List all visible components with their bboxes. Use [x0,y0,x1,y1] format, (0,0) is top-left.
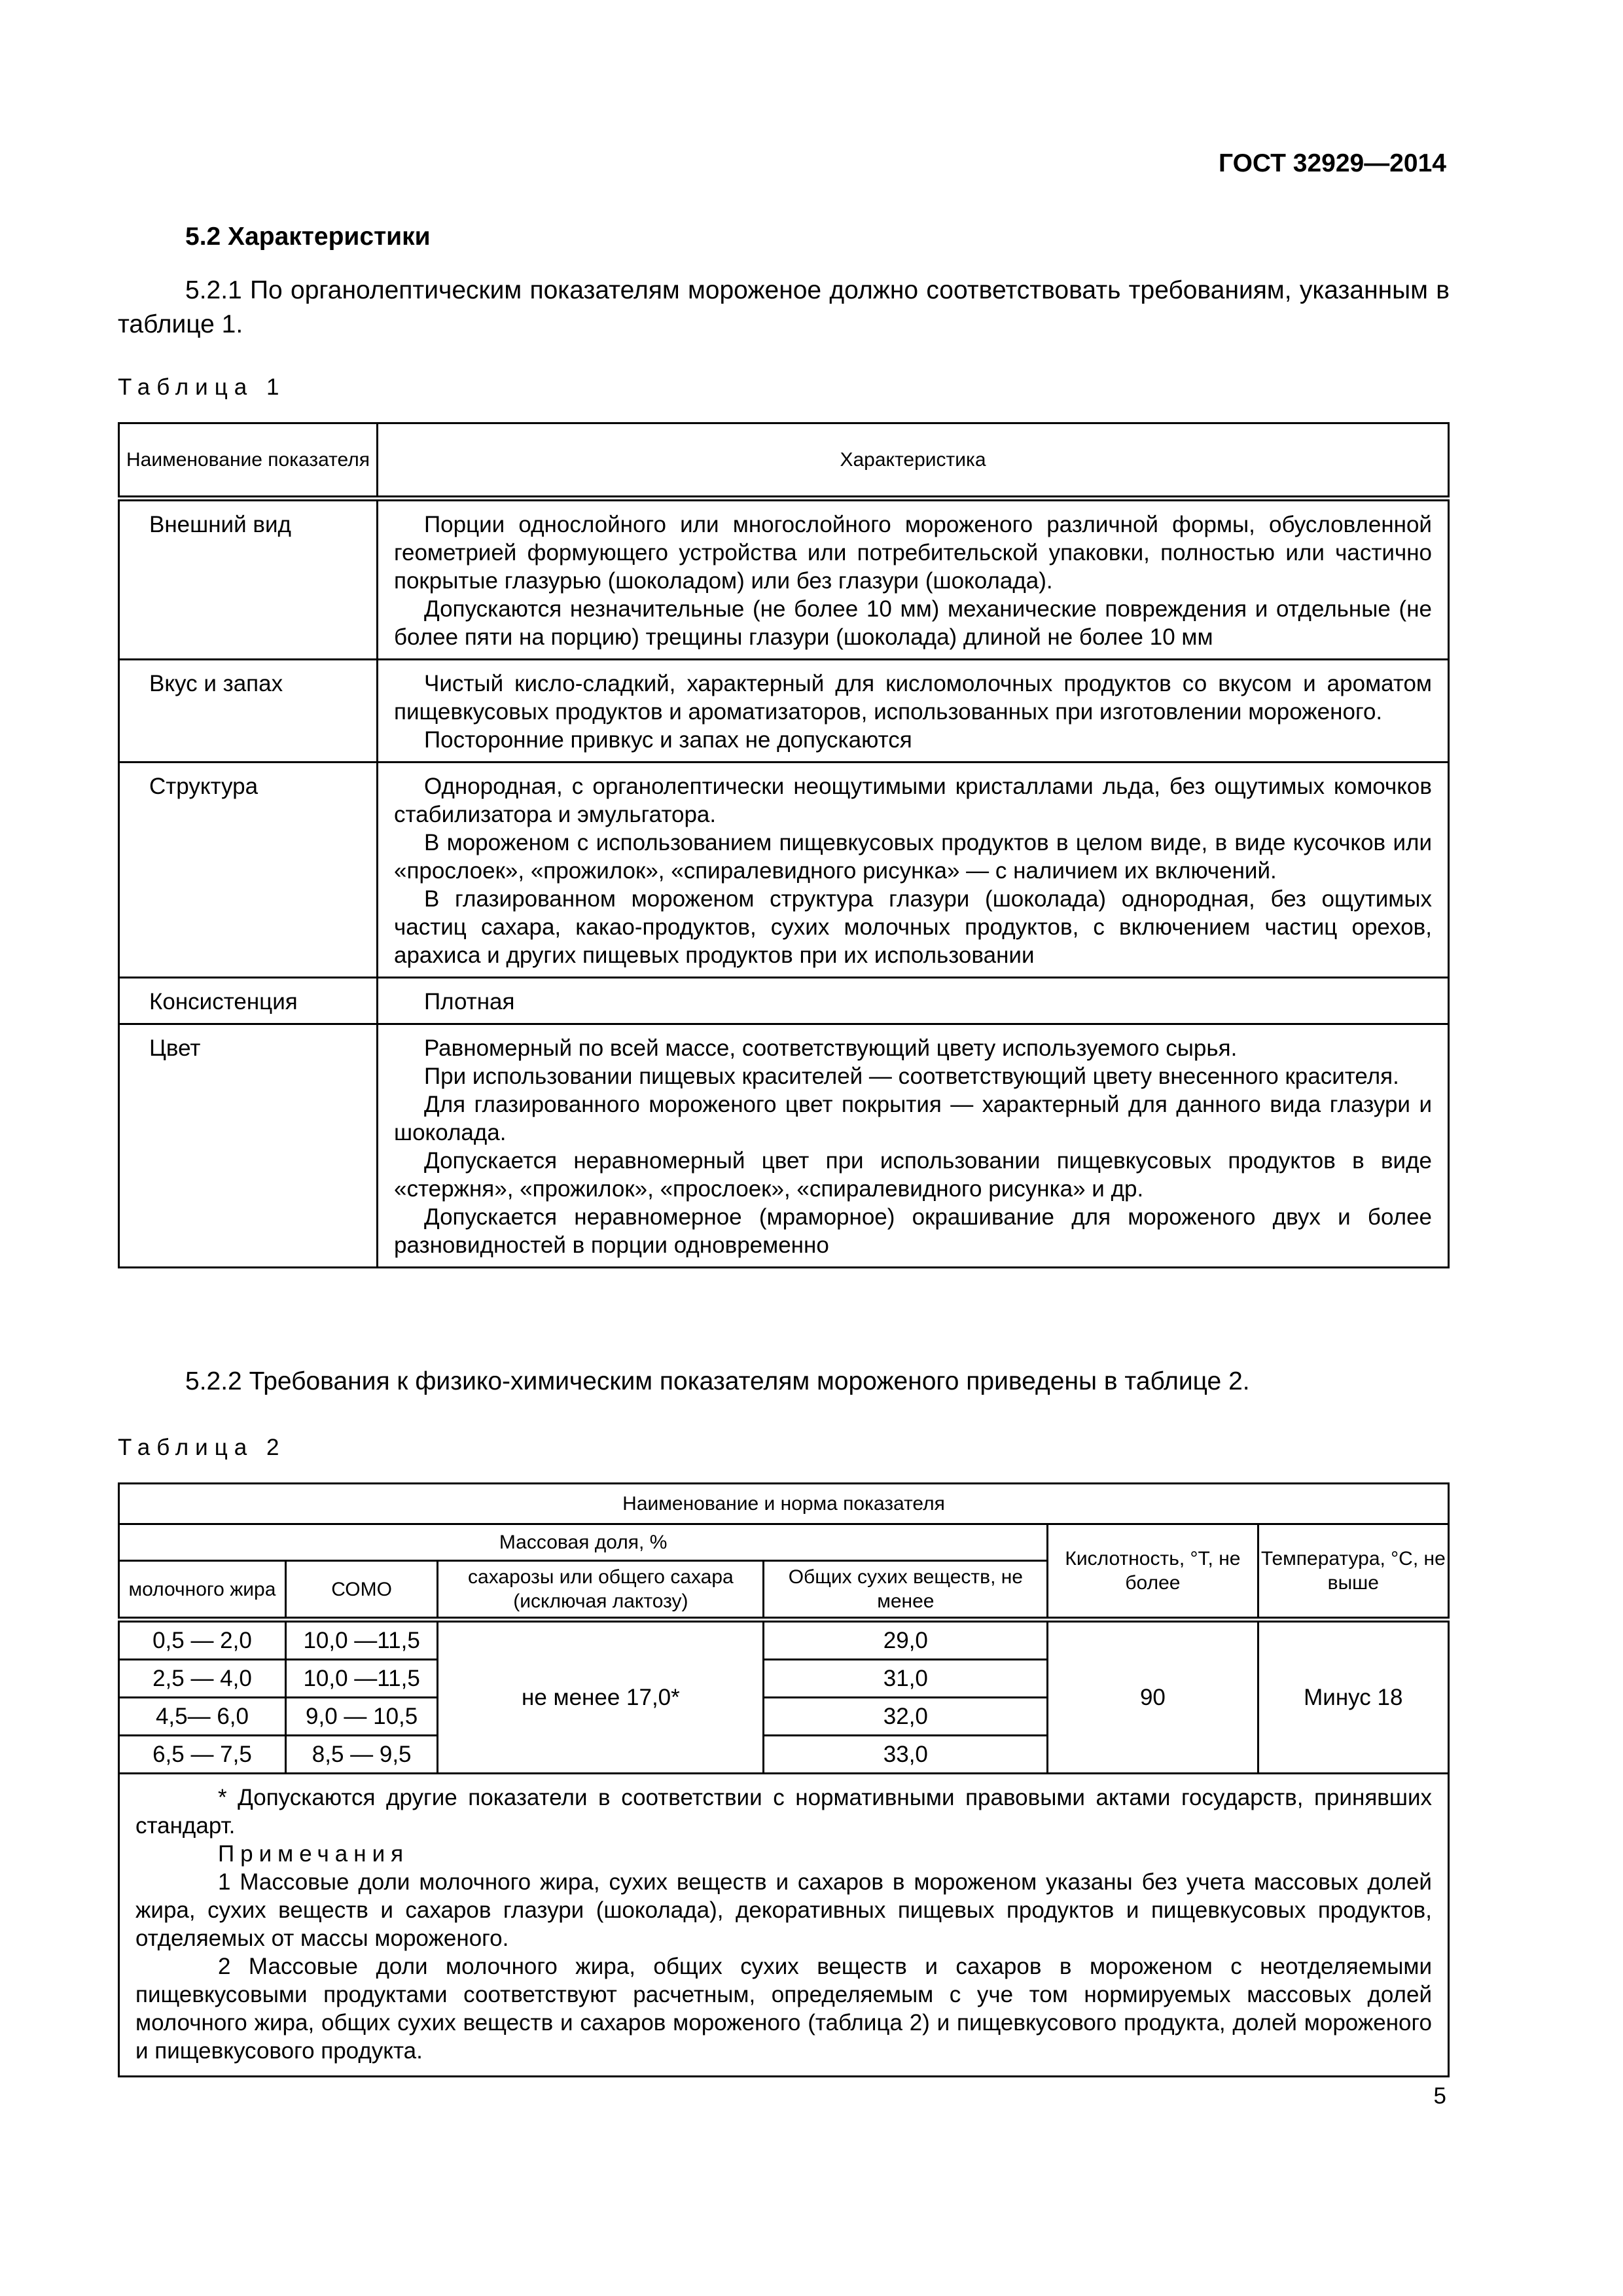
footnote: * Допускаются другие показатели в соответствии с нормативными правовыми актами государств, принявших стандарт. [135,1785,1432,1839]
indicator-name: Структура [119,762,378,978]
characteristic-paragraph: Равномерный по всей массе, соответствующий цвету используемого сырья. [424,1035,1238,1061]
table2-header-somo: СОМО [285,1561,437,1620]
note-2: 2 Массовые доли молочного жира, общих сухих веществ и сахаров в мороженом с неотделяемыми пищевкусовыми продуктами соответствуют расчетным, определяемым с уче том нормируемых массовых долей молочного жира, общих сухих веществ и сахаров мороженого (таблица 2) и пищевкусового продукта, долей мороженого и пищевкусового продукта. [135,1954,1432,2064]
table-organoleptic [118,422,1450,1268]
table2-notes [119,1774,1449,2077]
table-row [119,660,1449,762]
characteristic-paragraph: Однородная, с органолептически неощутимыми кристаллами льда, без ощутимых комочков стабилизатора и эмульгатора. [394,774,1432,827]
cell-acidity: 90 [1048,1620,1258,1774]
table1-header-name: Наименование показателя [119,423,378,499]
table-row [119,762,1449,978]
table2-header-acidity: Кислотность, °Т, не более [1048,1524,1258,1620]
note-1: 1 Массовые доли молочного жира, сухих веществ и сахаров в мороженом указаны без учета массовых долей жира, сухих веществ и сахаров глазури (шоколада), декоративных пищевых продуктов и пищевкусовых продуктов, отделяемых от массы мороженого. [135,1869,1432,1951]
indicator-characteristic [378,499,1449,660]
table1-caption: Таблица 1 [118,374,286,400]
characteristic-paragraph: В глазированном мороженом структура глазури (шоколада) однородная, без ощутимых частиц сахара, какао-продуктов, сухих молочных продуктов, с включением частиц орехов, арахиса и других пищевых продуктов при их использовании [394,886,1432,968]
table2-caption: Таблица 2 [118,1435,286,1460]
characteristic-paragraph: Посторонние привкус и запах не допускаются [424,727,912,753]
notes-title: Примечания [218,1841,410,1867]
table2-body [119,1620,1449,2077]
table1-header-characteristic: Характеристика [378,423,1449,499]
cell-sugar: не менее 17,0* [438,1620,764,1774]
characteristic-paragraph: Чистый кисло-сладкий, характерный для кисломолочных продуктов со вкусом и ароматом пищевкусовых продуктов и ароматизаторов, использованных при изготовлении мороженого. [394,671,1432,725]
characteristic-paragraph: Допускается неравномерное (мраморное) окрашивание для мороженого двух и более разновидностей в порции одновременно [394,1204,1432,1258]
indicator-name: Цвет [119,1024,378,1268]
table-row [119,1620,1449,1660]
table-row [119,1024,1449,1268]
table2-header-mass-fraction: Массовая доля, % [119,1524,1048,1561]
cell-somo: 10,0 —11,5 [285,1660,437,1698]
page-number: 5 [1433,2083,1446,2109]
table2-notes-row [119,1774,1449,2077]
characteristic-paragraph: Допускается неравномерный цвет при использовании пищевкусовых продуктов в виде «стержня», «прожилок», «прослоек», «спиралевидного рисунка» и др. [394,1148,1432,1202]
indicator-name: Консистенция [119,978,378,1024]
indicator-characteristic [378,1024,1449,1268]
characteristic-paragraph: Плотная [424,989,515,1014]
table-physicochemical [118,1482,1450,2077]
cell-dry-matter: 32,0 [764,1698,1048,1736]
indicator-characteristic [378,762,1449,978]
cell-dry-matter: 29,0 [764,1620,1048,1660]
section-title: 5.2 Характеристики [185,223,431,251]
characteristic-paragraph: При использовании пищевых красителей — соответствующий цвету внесенного красителя. [424,1064,1399,1089]
table1-body [119,499,1449,1268]
indicator-characteristic [378,660,1449,762]
indicator-name: Внешний вид [119,499,378,660]
table-row [119,978,1449,1024]
table2-header-top: Наименование и норма показателя [119,1484,1449,1524]
characteristic-paragraph: В мороженом с использованием пищевкусовых продуктов в целом виде, в виде кусочков или «прослоек», «прожилок», «спиралевидного рисунка» — с наличием их включений. [394,830,1432,884]
indicator-name: Вкус и запах [119,660,378,762]
characteristic-paragraph: Порции однослойного или многослойного мороженого различной формы, обусловленной геометрией формующего устройства или потребительской упаковки, полностью или частично покрытые глазурью (шоколадом) или без глазури (шоколада). [394,512,1432,594]
table2-header-milk-fat: молочного жира [119,1561,286,1620]
cell-dry-matter: 31,0 [764,1660,1048,1698]
table2-header-temperature: Температура, °С, не выше [1258,1524,1448,1620]
cell-somo: 9,0 — 10,5 [285,1698,437,1736]
document-number: ГОСТ 32929—2014 [1219,149,1446,177]
table2-header-dry-matter: Общих сухих веществ, не менее [764,1561,1048,1620]
characteristic-paragraph: Допускаются незначительные (не более 10 мм) механические повреждения и отдельные (не более пяти на порцию) трещины глазури (шоколада) длиной не более 10 мм [394,596,1432,650]
indicator-characteristic [378,978,1449,1024]
cell-milk-fat: 2,5 — 4,0 [119,1660,286,1698]
table-row [119,499,1449,660]
cell-milk-fat: 4,5— 6,0 [119,1698,286,1736]
cell-milk-fat: 0,5 — 2,0 [119,1620,286,1660]
cell-somo: 10,0 —11,5 [285,1620,437,1660]
cell-milk-fat: 6,5 — 7,5 [119,1736,286,1774]
table2-header-sugar: сахарозы или общего сахара (исключая лактозу) [438,1561,764,1620]
cell-temperature: Минус 18 [1258,1620,1448,1774]
characteristic-paragraph: Для глазированного мороженого цвет покрытия — характерный для данного вида глазури и шоколада. [394,1092,1432,1145]
cell-somo: 8,5 — 9,5 [285,1736,437,1774]
paragraph-5-2-1: 5.2.1 По органолептическим показателям мороженое должно соответствовать требованиям, указанным в таблице 1. [118,276,1450,338]
paragraph-5-2-2: 5.2.2 Требования к физико-химическим показателям мороженого приведены в таблице 2. [185,1367,1250,1395]
cell-dry-matter: 33,0 [764,1736,1048,1774]
